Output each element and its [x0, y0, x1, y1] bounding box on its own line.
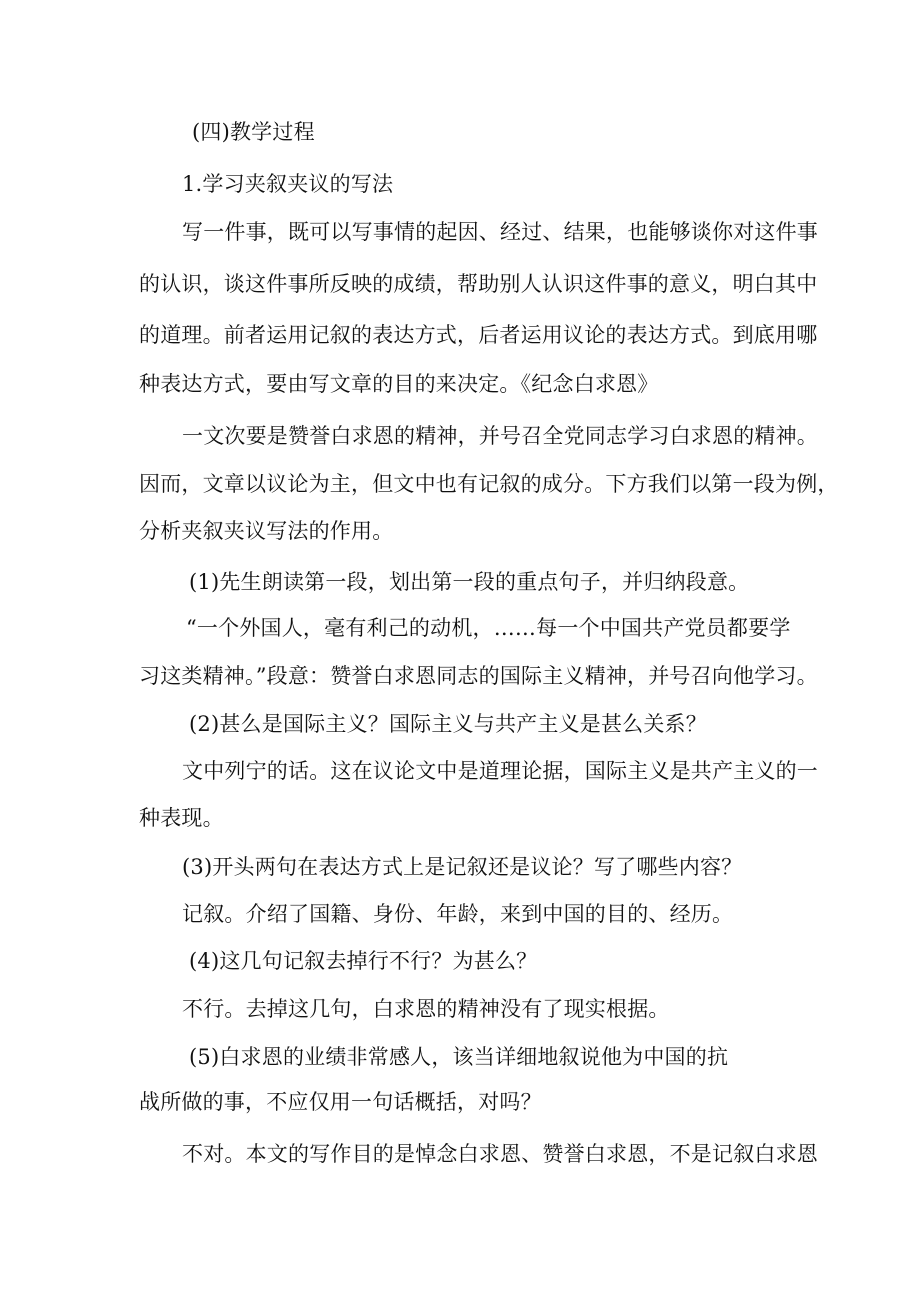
paragraph-line: 的道理。前者运用记叙的表达方式，后者运用议论的表达方式。到底用哪 [139, 323, 818, 347]
question-line: (4)这几句记叙去掉行不行？为甚么？ [189, 949, 538, 973]
subheading: 1.学习夹叙夹议的写法 [182, 172, 394, 196]
answer-line: 种表现。 [139, 806, 224, 830]
answer-line: 记叙。介绍了国籍、身份、年龄，来到中国的目的、经历。 [182, 902, 734, 926]
question-line: (2)甚么是国际主义？国际主义与共产主义是甚么关系？ [189, 712, 707, 736]
question-line: (1)先生朗读第一段，划出第一段的重点句子，并归纳段意。 [189, 570, 750, 594]
section-heading: (四)教学过程 [192, 120, 315, 144]
question-line: 战所做的事，不应仅用一句话概括，对吗？ [139, 1090, 542, 1114]
question-line: (5)白求恩的业绩非常感人，该当详细地叙说他为中国的抗 [189, 1045, 729, 1069]
answer-line: 不行。去掉这几句，白求恩的精神没有了现实根据。 [182, 997, 670, 1021]
answer-line: 文中列宁的话。这在议论文中是道理论据，国际主义是共产主义的一 [182, 759, 818, 783]
paragraph-line: 分析夹叙夹议写法的作用。 [139, 519, 394, 543]
paragraph-line: 因而，文章以议论为主，但文中也有记叙的成分。下方我们以第一段为例， [139, 472, 839, 496]
answer-line: “一个外国人，毫有利己的动机，……每一个中国共产党员都要学 [186, 616, 791, 640]
answer-line: 习这类精神。”段意：赞誉白求恩同志的国际主义精神，并号召向他学习。 [139, 664, 818, 688]
paragraph-line: 种表达方式，要由写文章的目的来决定。《纪念白求恩》 [139, 372, 659, 396]
paragraph-line: 一文次要是赞誉白求恩的精神，并号召全党同志学习白求恩的精神。 [182, 424, 818, 448]
answer-line: 不对。本文的写作目的是悼念白求恩、赞誉白求恩，不是记叙白求恩 [182, 1142, 818, 1166]
question-line: (3)开头两句在表达方式上是记叙还是议论？写了哪些内容？ [182, 855, 743, 879]
paragraph-line: 的认识，谈这件事所反映的成绩，帮助别人认识这件事的意义，明白其中 [139, 272, 818, 296]
paragraph-line: 写一件事，既可以写事情的起因、经过、结果，也能够谈你对这件事 [182, 220, 818, 244]
